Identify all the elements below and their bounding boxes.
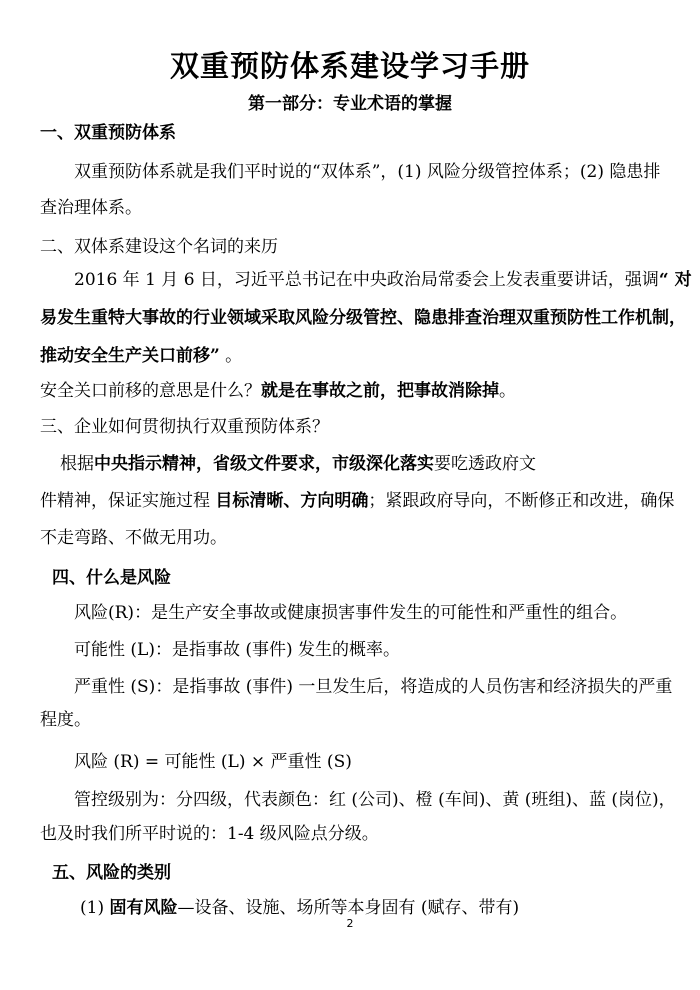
- section-4-control-levels-continued: 也及时我们所平时说的：1-4 级风险点分级。: [40, 824, 379, 844]
- section-2-period: 。: [219, 346, 243, 366]
- section-5-heading: 五、风险的类别: [52, 863, 171, 883]
- section-2-para-line-2: 易发生重特大事故的行业领域采取风险分级管控、隐患排查治理双重预防性工作机制，: [40, 308, 686, 328]
- section-4-risk-formula: 风险 (R) = 可能性 (L) × 严重性 (S): [74, 752, 352, 772]
- section-2-quote-open: “ 对: [658, 270, 692, 290]
- section-3-heading: 三、企业如何贯彻执行双重预防体系？: [40, 417, 329, 437]
- section-5-number: (1): [80, 898, 110, 918]
- section-4-heading: 四、什么是风险: [52, 568, 171, 588]
- section-2-quote-end: 推动安全生产关口前移”: [40, 346, 220, 366]
- section-2-question: 安全关口前移的意思是什么？: [40, 381, 261, 401]
- section-1-para-line-2: 查治理体系。: [40, 198, 142, 218]
- section-2-date-text: 2016 年 1 月 6 日，习近平总书记在中央政治局常委会上发表重要讲话，强调: [74, 270, 659, 290]
- section-5-bold-term: 固有风险: [109, 898, 178, 918]
- section-3-bold-a: 中央指示精神，省级文件要求，市级深化落实: [94, 454, 434, 474]
- section-2-para-line-3: [40, 344, 242, 368]
- section-4-severity-definition: 严重性 (S)：是指事故 (事件) 一旦发生后，将造成的人员伤害和经济损失的严重: [74, 677, 673, 697]
- section-3-para-line-2: [40, 489, 674, 513]
- section-3-para-line-3: 不走弯路、不做无用功。: [40, 528, 227, 548]
- section-4-control-levels: 管控级别为：分四级，代表颜色：红 (公司)、橙 (车间)、黄 (班组)、蓝 (岗位)，: [74, 790, 676, 810]
- section-3-text-c: 件精神，保证实施过程: [40, 491, 216, 511]
- section-2-question-line: [40, 379, 516, 403]
- page-title: 双重预防体系建设学习手册: [169, 49, 530, 83]
- section-1-heading: 一、双重预防体系: [40, 123, 176, 143]
- section-4-likelihood-definition: 可能性 (L)：是指事故 (事件) 发生的概率。: [74, 640, 401, 660]
- section-2-answer: 就是在事故之前，把事故消除掉: [261, 381, 499, 401]
- section-3-text-d: ；紧跟政府导向，不断修正和改进，确保: [368, 491, 675, 511]
- section-3-text-b: 要吃透政府文: [434, 454, 536, 474]
- section-2-heading: 二、双体系建设这个名词的来历: [40, 237, 278, 257]
- section-4-risk-definition: 风险(R)：是生产安全事故或健康损害事件发生的可能性和严重性的组合。: [74, 603, 628, 623]
- section-2-para-line-1: [74, 268, 692, 292]
- section-1-para-line-1: 双重预防体系就是我们平时说的“双体系”，(1) 风险分级管控体系；(2) 隐患排: [74, 162, 661, 182]
- section-2-answer-end: 。: [499, 381, 516, 401]
- section-3-bold-b: 目标清晰、方向明确: [215, 491, 369, 511]
- section-3-para-line-1: [60, 452, 536, 476]
- section-3-text-a: 根据: [60, 454, 94, 474]
- page-number: 2: [346, 917, 354, 930]
- section-5-description: —设备、设施、场所等本身固有 (赋存、带有): [177, 898, 520, 918]
- section-4-severity-continued: 程度。: [40, 710, 91, 730]
- page-subtitle: 第一部分：专业术语的掌握: [248, 94, 452, 114]
